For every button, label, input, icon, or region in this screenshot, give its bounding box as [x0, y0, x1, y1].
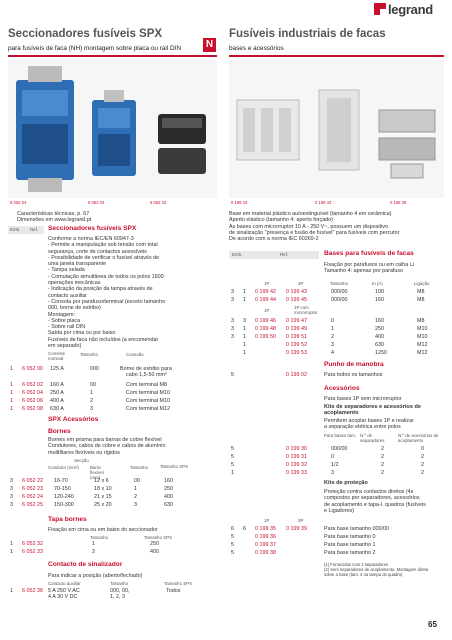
nh-badge: N	[203, 38, 216, 52]
rt1-head-connection: Ligação	[414, 281, 430, 286]
emb-cell: 5	[231, 454, 234, 460]
ref-cell: 6 052 36	[22, 588, 43, 594]
spx-description	[48, 236, 216, 349]
desc-line: Conforme a norma IEC/EN 60947-3	[48, 236, 134, 242]
emb-cell: 1	[243, 350, 246, 356]
right-caption-1: 0 199 43	[231, 200, 248, 205]
right-product-photos	[229, 60, 444, 198]
emb-cell: 3	[231, 334, 234, 340]
value-cell: 160	[164, 478, 173, 484]
prot-desc-line: de acoplamento e tapa-l. quadros (fusíveis	[324, 501, 426, 508]
emb-cell: 1	[243, 289, 246, 295]
left-product-photos	[8, 60, 217, 198]
footnote: (2) Sem separadores de acoplamento. Montagem direta	[324, 567, 429, 572]
emb-cell: 1	[10, 382, 13, 388]
value-cell: 2	[381, 470, 384, 476]
desc-line: - Tampa selada	[48, 267, 85, 274]
kits-desc-line: Permitem acoplar bases 1P e realizar	[324, 418, 414, 424]
value-cell: 3	[331, 342, 334, 348]
left-tech-info	[8, 211, 217, 223]
emb-cell: 3	[10, 478, 13, 484]
desc-line: 000, borne de estribo)	[48, 305, 101, 312]
ref-cell: 0 199 43	[286, 289, 307, 295]
emb-cell: 3	[231, 326, 234, 332]
left-title: Seccionadores fusíveis SPX	[8, 28, 163, 40]
value-cell: Para todos os tamanhos	[324, 372, 383, 378]
ref-cell: 0 199 51	[286, 334, 307, 340]
fuse-base-1p-photo	[319, 90, 359, 170]
value-cell: 400	[150, 549, 159, 555]
ref-cell: 0 199 49	[286, 326, 307, 332]
value-cell: 120-240	[54, 494, 74, 500]
ref-cell: 0 199 02	[286, 372, 307, 378]
intro-line: Base em material plástico autoextinguível (tamanho 4 em cerâmica)	[229, 211, 392, 217]
emb-cell: 5	[231, 542, 234, 548]
value-cell: 3	[134, 502, 137, 508]
rt1-head-in: In (A)	[372, 281, 383, 286]
right-title: Fusíveis industriais de facas	[229, 28, 386, 40]
value-cell: 2	[331, 334, 334, 340]
bornes-desc-line: Bornes em prisma para barras de cobre flexível	[48, 437, 162, 443]
t4-head-size: Tamanho	[110, 581, 129, 586]
ref-cell: 0 199 39	[286, 526, 307, 532]
value-cell: 0	[331, 454, 334, 460]
value-cell: 1/2	[331, 462, 339, 468]
desc-line: - Consola por parafuso/terminal (exceto tamanho	[48, 298, 166, 305]
left-col-ref: Ref.	[30, 227, 39, 232]
bases-desc-line: Fixação por parafusos ou em calha ⊔	[324, 262, 414, 268]
ref-cell: 0 199 42	[255, 289, 276, 295]
t1-head-connection: Conexão	[126, 352, 144, 357]
kits-desc-line: a separação elétrica entre polos	[324, 424, 401, 431]
t2-head-bar: Barra flexível (mm)	[90, 465, 104, 480]
intro-line: As bases com microrruptor 10 A - 250 V~, possuem um dispositivo	[229, 223, 388, 230]
ref-cell: 0 199 38	[255, 550, 276, 556]
emb-cell: 3	[10, 486, 13, 492]
value-cell: 2	[421, 462, 424, 468]
right-col-ref: Ref.	[280, 252, 289, 257]
value-cell: 250	[375, 326, 384, 332]
t4-head-aux: Contacto auxiliar	[48, 581, 81, 586]
value-cell: 2	[421, 454, 424, 460]
rt2-head-base: Para bases tam.	[324, 433, 356, 438]
value-cell: 630 A	[50, 406, 64, 412]
legrand-logo-text: legrand	[388, 1, 433, 17]
value-cell: 630	[164, 502, 173, 508]
ref-cell: 6 052 00	[22, 366, 43, 372]
emb-cell: 1	[243, 342, 246, 348]
value-cell: 25 x 20	[94, 502, 112, 508]
t2-head-section: Secção	[74, 458, 89, 463]
emb-cell: 3	[231, 297, 234, 303]
ref-cell: 6 052 24	[22, 494, 43, 500]
protection-kits-title: Kits de proteção	[324, 480, 368, 486]
left-subtitle: para fusíveis de faca (NH) montagem sobre placa ou rail DIN	[8, 45, 181, 52]
ref-cell: 6 052 23	[22, 486, 43, 492]
value-cell: 125 A	[50, 366, 64, 372]
value-cell: 250	[164, 486, 173, 492]
t2-head-conductor: Condutor (mm²)	[48, 465, 79, 470]
value-cell: 630	[375, 342, 384, 348]
left-title-rule	[8, 55, 217, 57]
emb-cell: 1	[243, 297, 246, 303]
dimensions-link[interactable]: Dimensões em www.legrand.pt	[17, 217, 92, 223]
rt2-head-couplers: N.º de acessórios de acoplamento	[398, 433, 439, 443]
emb-cell: 5	[231, 462, 234, 468]
value-cell: Para base tamanho 2	[324, 550, 376, 556]
emb-cell: 3	[231, 318, 234, 324]
right-title-rule	[229, 55, 444, 57]
intro-line: De acordo com a norma IEC 60269-2	[229, 236, 319, 243]
ref-cell: 6 052 08	[22, 406, 43, 412]
ref-cell: 0 199 35	[255, 526, 276, 532]
value-cell: 4 A 30 V DC	[48, 594, 78, 600]
intro-line: de sinalização "presença e fusão de fusível" para fusíveis com percutor	[229, 229, 400, 236]
right-intro	[229, 211, 444, 242]
value-cell: M10	[417, 334, 428, 340]
value-cell: Para base tamanho 000/00	[324, 526, 390, 532]
value-cell: Com terminal M10	[126, 390, 171, 396]
ref-cell: 0 199 50	[255, 334, 276, 340]
ref-cell: 0 199 52	[286, 342, 307, 348]
emb-cell: 1	[10, 406, 13, 412]
value-cell: 18 x 10	[94, 486, 112, 492]
value-cell: 400	[375, 334, 384, 340]
rt1-head-3p: 3P	[298, 281, 304, 286]
rt2-head-separators: N.º de separadores	[360, 433, 385, 443]
value-cell: M8	[417, 297, 425, 303]
value-cell: Com terminal M10	[126, 398, 171, 404]
value-cell: Todos	[166, 588, 181, 594]
desc-line: operações mecânicas	[48, 280, 101, 287]
ref-cell: 0 199 46	[255, 318, 276, 324]
contact-desc: Para indicar a posição (aberto/fechado)	[48, 573, 143, 579]
value-cell: Para base tamanho 1	[324, 542, 376, 548]
bornes-description	[48, 437, 216, 456]
desc-line: - Sobre rail DIN	[48, 324, 86, 331]
value-cell: M10	[417, 326, 428, 332]
accessories-desc: Para bases 1P sem microrruptor	[324, 396, 402, 402]
value-cell: 000/00	[331, 297, 348, 303]
value-cell: 12 x 6	[94, 478, 109, 484]
emb-cell: 1	[10, 398, 13, 404]
value-cell: 2	[92, 549, 95, 555]
desc-line: em separado)	[48, 343, 82, 350]
value-cell: 1, 2, 3	[110, 594, 125, 600]
value-cell: 2	[381, 454, 384, 460]
emb-cell: 1	[10, 588, 13, 594]
ref-cell: 0 199 48	[255, 326, 276, 332]
emb-cell: 5	[231, 534, 234, 540]
value-cell: 21 x 15	[94, 494, 112, 500]
value-cell: 1250	[375, 350, 387, 356]
ref-cell: 6 052 06	[22, 398, 43, 404]
desc-line: - Indicação da posição da tampa através de	[48, 286, 153, 293]
ref-cell: 0 199 33	[286, 470, 307, 476]
rt3-head-3p: 3P	[298, 518, 304, 523]
ref-cell: 6 052 25	[22, 502, 43, 508]
footnotes	[324, 562, 444, 577]
ref-cell: 0 199 31	[286, 454, 307, 460]
legrand-logo	[374, 2, 444, 16]
value-cell: 2	[421, 470, 424, 476]
right-col-header-bg	[229, 251, 319, 259]
value-cell: 00	[90, 382, 96, 388]
value-cell: 70-150	[54, 486, 71, 492]
ref-cell: 0 199 37	[255, 542, 276, 548]
tapa-bornes-title: Tapa bornes	[48, 516, 87, 523]
tapa-bornes-desc: Fixação em cima ou em baixo do seccionador	[48, 527, 158, 533]
value-cell: 160	[375, 297, 384, 303]
left-col-emb: Emb.	[10, 227, 21, 232]
desc-line: - Permite a manipulação sob tensão com total	[48, 242, 158, 249]
protection-kits-description	[324, 489, 444, 514]
tech-characteristics-link[interactable]: Características técnicas, p. 67	[17, 211, 90, 217]
value-cell: M12	[417, 350, 428, 356]
value-cell: 250 A	[50, 390, 64, 396]
intro-line: Aperto elástico (tamanho 4: aperto forçado)	[229, 217, 333, 224]
desc-line: contacto auxiliar	[48, 292, 87, 299]
right-caption-2: 0 199 43	[315, 200, 332, 205]
value-cell: 2	[381, 462, 384, 468]
ref-cell: 6 052 32	[22, 541, 43, 547]
value-cell: 1	[331, 326, 334, 332]
legrand-logo-mark	[374, 3, 386, 15]
footnote: (1) Fornecidos com 2 separadores	[324, 562, 389, 567]
rt3-head-1p: 1P	[264, 518, 270, 523]
t1-head-current: Corrente nominal	[48, 351, 66, 361]
right-caption-3: 0 199 35	[390, 200, 407, 205]
ref-cell: 6 052 04	[22, 390, 43, 396]
prot-desc-line: compostos por separadores, acessórios	[324, 495, 420, 502]
ref-cell: 0 199 44	[255, 297, 276, 303]
right-subtitle: bases e acessórios	[229, 45, 284, 52]
rt1b-head-1p-micro: 1P com microrruptor	[294, 305, 318, 315]
kits-title: Kits de separadores e acessórios de acoplamento	[324, 404, 422, 417]
emb-cell: 3	[243, 318, 246, 324]
bases-desc-line: Tamanho 4: apenas por parafuso	[324, 268, 404, 275]
left-caption-1: 6 052 04	[10, 200, 27, 205]
value-cell: 3	[90, 406, 93, 412]
rt1b-head-1p: 1P	[264, 308, 270, 313]
desc-line: Fusíveis de faca não incluídos (a encomendar	[48, 336, 159, 343]
contact-title: Contacto de sinalizador	[48, 561, 123, 568]
value-cell: Borne de estribo para	[120, 366, 172, 372]
prot-desc-line: Proteção contra contactos diretos (4s	[324, 489, 414, 495]
t1-head-size: Tamanho	[80, 352, 99, 357]
ref-cell: 0 199 47	[286, 318, 307, 324]
right-col-emb: Emb.	[232, 252, 243, 257]
ref-cell: 6 052 22	[22, 478, 43, 484]
emb-cell: 1	[10, 549, 13, 555]
value-cell: 1	[134, 486, 137, 492]
emb-cell: 1	[243, 334, 246, 340]
emb-cell: 1	[10, 541, 13, 547]
emb-cell: 3	[231, 289, 234, 295]
emb-cell: 3	[10, 494, 13, 500]
value-cell: 250	[150, 541, 159, 547]
left-caption-3: 6 052 33	[150, 200, 167, 205]
punho-title: Punho de manobra	[324, 361, 384, 368]
spx-switch-large-photo	[16, 66, 74, 192]
value-cell: 5 A 250 V AC	[48, 588, 80, 594]
bases-description	[324, 262, 444, 275]
value-cell: 0	[331, 318, 334, 324]
t4-head-spx: Tamanho SPX	[164, 581, 193, 586]
ref-cell: 6 052 33	[22, 549, 43, 555]
ref-cell: 0 199 45	[286, 297, 307, 303]
left-caption-2: 6 052 03	[88, 200, 105, 205]
value-cell: 400	[164, 494, 173, 500]
value-cell: Com terminal M8	[126, 382, 168, 388]
value-cell: M8	[417, 318, 425, 324]
emb-cell: 6	[243, 526, 246, 532]
ref-cell: 0 199 36	[255, 534, 276, 540]
spx-accessory-photo	[158, 114, 206, 174]
bornes-desc-line: Condutores, cabos de cobre e cabos de alumínio	[48, 443, 166, 450]
bornes-desc-line: multifilares flexíveis ou rígidos	[48, 449, 120, 456]
spx-accessories-title: SPX Acessórios	[48, 416, 99, 423]
t3-head-size: Tamanho	[90, 535, 109, 540]
desc-line: Saída por cima ou por baixo	[48, 330, 116, 337]
value-cell: 000, 00,	[110, 588, 130, 594]
desc-line: Montagem:	[48, 311, 75, 318]
ref-cell: 0 199 32	[286, 462, 307, 468]
kits-description	[324, 418, 444, 431]
spx-switch-medium-photo	[92, 90, 136, 176]
footnote: sobre a base (tam. 4 na tampa do quadro)	[324, 572, 403, 577]
t3-head-spx: Tamanho SPX	[144, 535, 173, 540]
rt1-head-1p: 1P	[264, 281, 270, 286]
desc-line: segurança, corte de contactos acessíveis	[48, 248, 147, 255]
value-cell: 000	[90, 366, 99, 372]
emb-cell: 3	[10, 502, 13, 508]
emb-cell: 5	[231, 372, 234, 378]
value-cell: 160 A	[50, 382, 64, 388]
value-cell: 000/00	[331, 289, 348, 295]
bornes-title: Bornes	[48, 428, 71, 435]
desc-line: uma janela transparente	[48, 261, 107, 268]
value-cell: 3	[331, 470, 334, 476]
ref-cell: 6 052 02	[22, 382, 43, 388]
ref-cell: 0 199 30	[286, 446, 307, 452]
prot-desc-line: e Ligadores)	[324, 507, 354, 514]
ref-cell: 0 199 53	[286, 350, 307, 356]
value-cell: 150-300	[54, 502, 74, 508]
emb-cell: 1	[231, 470, 234, 476]
fuse-base-3p-photo	[237, 100, 299, 160]
t2-head-spx: Tamanho SPX	[160, 464, 189, 469]
emb-cell: 5	[231, 446, 234, 452]
emb-cell: 1	[10, 366, 13, 372]
value-cell: 000/00	[331, 446, 348, 452]
desc-line: - Comutação simultânea de todos os polos 1600	[48, 273, 164, 280]
value-cell: 16-70	[54, 478, 68, 484]
value-cell: 00	[134, 478, 140, 484]
value-cell: 100	[375, 289, 384, 295]
desc-line: - Possibilidade de verificar o fusível através de	[48, 254, 160, 261]
emb-cell: 1	[243, 326, 246, 332]
value-cell: M12	[417, 342, 428, 348]
value-cell: M8	[417, 289, 425, 295]
emb-cell: 1	[10, 390, 13, 396]
emb-cell: 6	[231, 526, 234, 532]
emb-cell: 5	[231, 550, 234, 556]
value-cell: 2	[134, 494, 137, 500]
value-cell: 1	[92, 541, 95, 547]
value-cell: 160	[375, 318, 384, 324]
desc-line: - Sobre placa	[48, 317, 81, 324]
accessories-title: Acessórios	[324, 385, 360, 392]
value-cell: 1	[90, 390, 93, 396]
value-cell: 2	[381, 446, 384, 452]
value-cell: 0	[421, 446, 424, 452]
spx-section-title: Seccionadores fusíveis SPX	[48, 225, 137, 232]
value-cell: Com terminal M12	[126, 406, 171, 412]
t2-head-size: Tamanho	[130, 465, 149, 470]
value-cell: 400 A	[50, 398, 64, 404]
value-cell: 2	[90, 398, 93, 404]
value-cell: Para base tamanho 0	[324, 534, 376, 540]
page-number: 65	[428, 620, 437, 629]
value-cell: cabo 1,5-50 mm²	[126, 372, 167, 378]
bases-title: Bases para fusíveis de facas	[324, 250, 414, 257]
rt1-head-size: Tamanho	[330, 281, 349, 286]
value-cell: 4	[331, 350, 334, 356]
